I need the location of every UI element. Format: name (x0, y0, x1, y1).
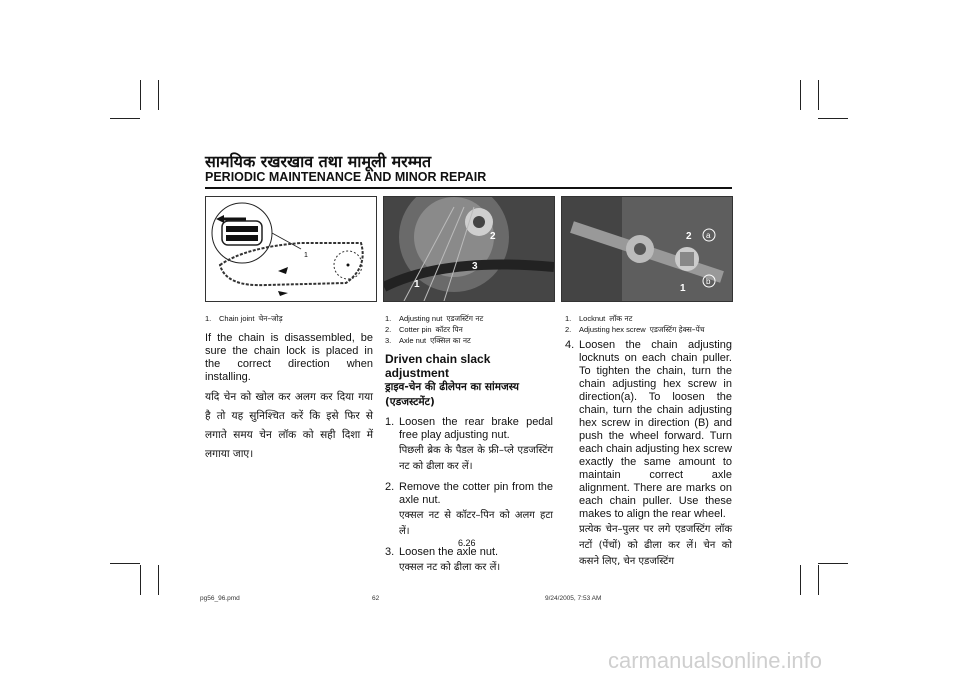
caption-number: 1. (205, 314, 212, 323)
chain-puller-photo-figure (561, 196, 733, 302)
step-text-hindi: प्रत्येक चेन–पुलर पर लगे एडजस्टिंग लॉक नटों (पेंचों) को ढीला कर लें। चेन को कसने लिए, चेन एडजस्टिंग (579, 524, 732, 567)
crop-mark (140, 80, 141, 110)
caption-number: 1. (385, 314, 392, 323)
step-number: 1. (385, 416, 395, 428)
paragraph-english: If the chain is disassembled, be sure the chain lock is placed in the correct direction when installing. (205, 332, 373, 383)
caption-hindi: कॉटर पिन (435, 325, 463, 334)
caption-hindi: एडजस्टिंग नट (446, 314, 484, 323)
caption-english: Adjusting nut (399, 314, 443, 323)
caption-english: Chain joint (219, 314, 255, 323)
step-text-hindi: एक्सल नट से कॉटर–पिन को अलग हटा लें। (399, 510, 553, 537)
column-chain-slack (385, 313, 553, 576)
caption-english: Adjusting hex screw (579, 325, 646, 334)
caption-english: Cotter pin (399, 325, 432, 334)
step-text-english: Loosen the chain adjusting locknuts on each chain puller. To tighten the chain, turn the chain adjusting hex screw in direction(a). To loosen the chain, turn the chain adjusting hex screw in direction (B) and push the wheel forward. Turn each chain adjusting hex screw exactly the same amount to maintain correct axle alignment. There are marks on each chain puller. Use these makes to align the rear wheel. (579, 339, 732, 520)
page-number: 6.26 (458, 538, 476, 548)
crop-mark (140, 565, 141, 595)
caption-hindi: चेन–जोड़ (258, 314, 283, 323)
caption-english: Axle nut (399, 336, 427, 345)
crop-mark (110, 118, 140, 119)
footer-page: 62 (372, 595, 380, 602)
figure-callout: 1 (304, 252, 308, 259)
crop-mark (800, 565, 801, 595)
step-text-english: Loosen the rear brake pedal free play adjusting nut. (399, 416, 553, 441)
crop-mark (818, 118, 848, 119)
figure-callout: 2 (490, 231, 496, 242)
crop-mark (158, 565, 159, 595)
figure-callout: b (706, 277, 711, 286)
caption-english: Locknut (579, 314, 606, 323)
crop-mark (818, 565, 819, 595)
crop-mark (158, 80, 159, 110)
figure-callout: a (706, 231, 711, 240)
caption-number: 2. (565, 325, 572, 334)
step-text-english: Remove the cotter pin from the axle nut. (399, 481, 553, 506)
step-number: 3. (385, 546, 395, 558)
section-heading: Driven chain slack adjustment (385, 352, 491, 380)
figure-callout: 1 (414, 279, 420, 290)
section-heading-hindi: ड्राइव-चेन की ढीलेपन का सांमजस्य (एडजस्टमेंट) (385, 381, 519, 408)
paragraph-hindi: यदि चेन को खोल कर अलग कर दिया गया है तो यह सुनिश्चित करें कि इसे फिर से लगाते समय चेन लॉक को सही दिशा में लगाया जाए। (205, 391, 373, 460)
caption-number: 2. (385, 325, 392, 334)
step-item (565, 339, 732, 570)
figure-caption (385, 335, 553, 346)
figure-caption (565, 324, 732, 335)
caption-hindi: एक्सिल का नट (430, 336, 471, 345)
section-title: PERIODIC MAINTENANCE AND MINOR REPAIR (205, 170, 487, 184)
step-item (385, 546, 553, 576)
axle-photo-figure (383, 196, 555, 302)
caption-hindi: लॉक नट (609, 314, 633, 323)
figure-caption (385, 313, 553, 324)
figure-callout: 2 (686, 231, 692, 242)
footer-file-name: pg56_96.pmd (200, 595, 240, 602)
step-text-english: Loosen the axle nut. (399, 546, 499, 558)
figure-caption (565, 313, 732, 324)
step-number: 4. (565, 339, 575, 351)
step-text-hindi: पिछली ब्रेक के पैडल के फ्री–प्ले एडजस्टिंग नट को ढीला कर लें। (399, 445, 553, 472)
crop-mark (818, 563, 848, 564)
header-divider (205, 187, 732, 189)
section-title-hindi: सामयिक रखरखाव तथा मामूली मरम्मत (205, 152, 432, 171)
figure-callout: 1 (680, 283, 686, 294)
column-chain-joint (205, 313, 373, 464)
figure-caption (205, 313, 373, 324)
step-item (385, 416, 553, 475)
figure-caption (385, 324, 553, 335)
watermark: carmanualsonline.info (608, 648, 823, 673)
footer-date: 9/24/2005, 7:53 AM (545, 595, 602, 602)
caption-number: 1. (565, 314, 572, 323)
step-item (385, 481, 553, 540)
chain-joint-figure (205, 196, 377, 302)
crop-mark (818, 80, 819, 110)
step-number: 2. (385, 481, 395, 493)
crop-mark (800, 80, 801, 110)
step-text-hindi: एक्सल नट को ढीला कर लें। (399, 562, 501, 573)
caption-number: 3. (385, 336, 392, 345)
column-chain-adjust (565, 313, 732, 570)
figure-callout: 3 (472, 261, 478, 272)
crop-mark (110, 563, 140, 564)
caption-hindi: एडजस्टिंग हेक्स–पेंच (649, 325, 705, 334)
